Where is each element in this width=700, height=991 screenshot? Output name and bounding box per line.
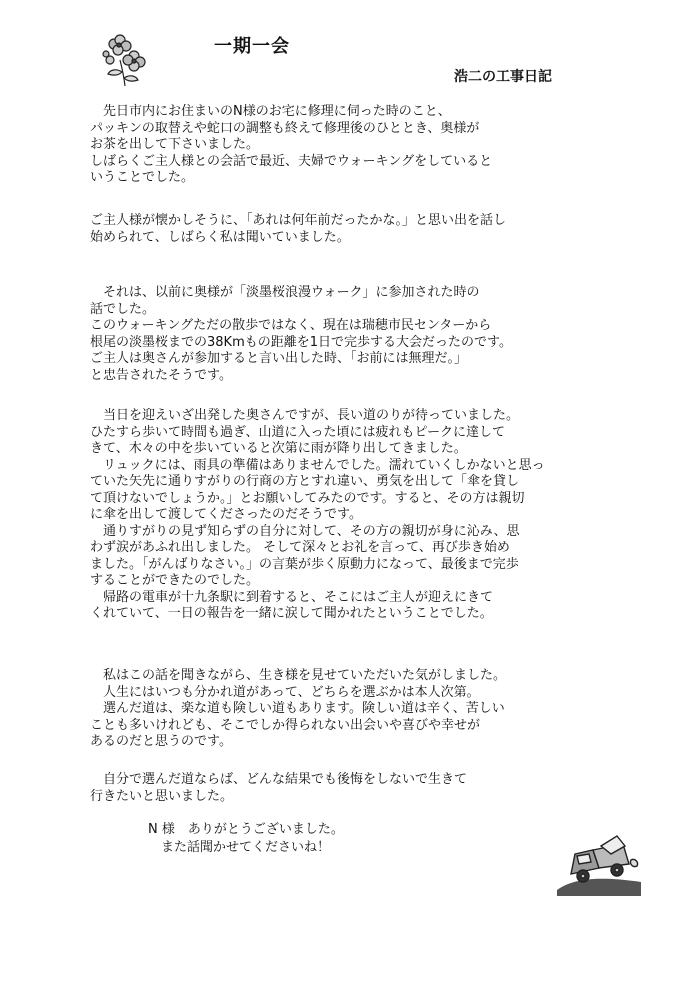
paragraph-3: それは、以前に奥様が「淡墨桜浪漫ウォーク」に参加された時の 話でした。 このウォーキングただの散歩ではなく、現在は瑞穂市民センターから 根尾の淡墨桜までの38Kmもの距離を1日で完歩する大会だったのです。 ご主人は奥さんが参加すると言い出した時、「お前には無理だ。」 と忠告されたそうです。 — [90, 285, 512, 383]
paragraph-2: ご主人様が懐かしそうに、「あれは何年前だったかな。」と思い出を話し 始められて、しばらく私は聞いていました。 — [90, 213, 507, 245]
flower-illustration-icon — [100, 32, 150, 88]
closing-line-1: N 様 ありがとうございました。 — [148, 822, 344, 837]
paragraph-6: 自分で選んだ道ならば、どんな結果でも後悔をしないで生きて 行きたいと思いました。 — [90, 772, 468, 804]
diary-label: 浩二の工事日記 — [454, 69, 552, 85]
paragraph-1: 先日市内にお住まいのN様のお宅に修理に伺った時のこと、 パッキンの取替えや蛇口の調整も終えて修理後のひととき、奥様が お茶を出して下さいました。 しばらくご主人様との会話で最近、夫婦でウォーキングをしていると いうことでした。 — [90, 104, 493, 185]
paragraph-4: 当日を迎えいざ出発した奥さんですが、長い道のりが待っていました。 ひたすら歩いて時間も過ぎ、山道に入った頃には疲れもピークに達して きて、木々の中を歩いていると次第に雨が降り出してきました。 リュックには、雨具の準備はありませんでした。濡れていくしかないと思っ ていた矢先に通りすがりの行商の方とすれ違い、勇気を出して「傘を貸し て頂けないでしょうか。」とお願いしてみたのです。すると、その方は親切 に傘を出して渡してくださったのだそうです。 通りすがりの見ず知らずの自分に対して、その方の親切が身に沁み、思 わず涙があふれ出しました。 そして深々とお礼を言って、再び歩き始め ました。「がんばりなさい。」の言葉が歩く原動力になって、最後まで完歩 することができたのでした。 帰路の電車が十九条駅に到着すると、そこにはご主人が迎えにきて くれていて、一日の報告を一緒に涙して聞かれたということでした。 — [90, 408, 545, 621]
closing-line-2: また話聞かせてくださいね！ — [148, 840, 331, 855]
paragraph-5: 私はこの話を聞きながら、生き様を見せていただいた気がしました。 人生にはいつも分かれ道があって、どちらを選ぶかは本人次第。 選んだ道は、楽な道も険しい道もあります。険しい道は辛く、苦しい ことも多いけれども、そこでしか得られない出会いや喜びや幸せが あるのだと思うのです。 — [90, 668, 507, 749]
delivery-truck-illustration-icon — [553, 832, 645, 900]
page-title: 一期一会 — [214, 36, 290, 57]
